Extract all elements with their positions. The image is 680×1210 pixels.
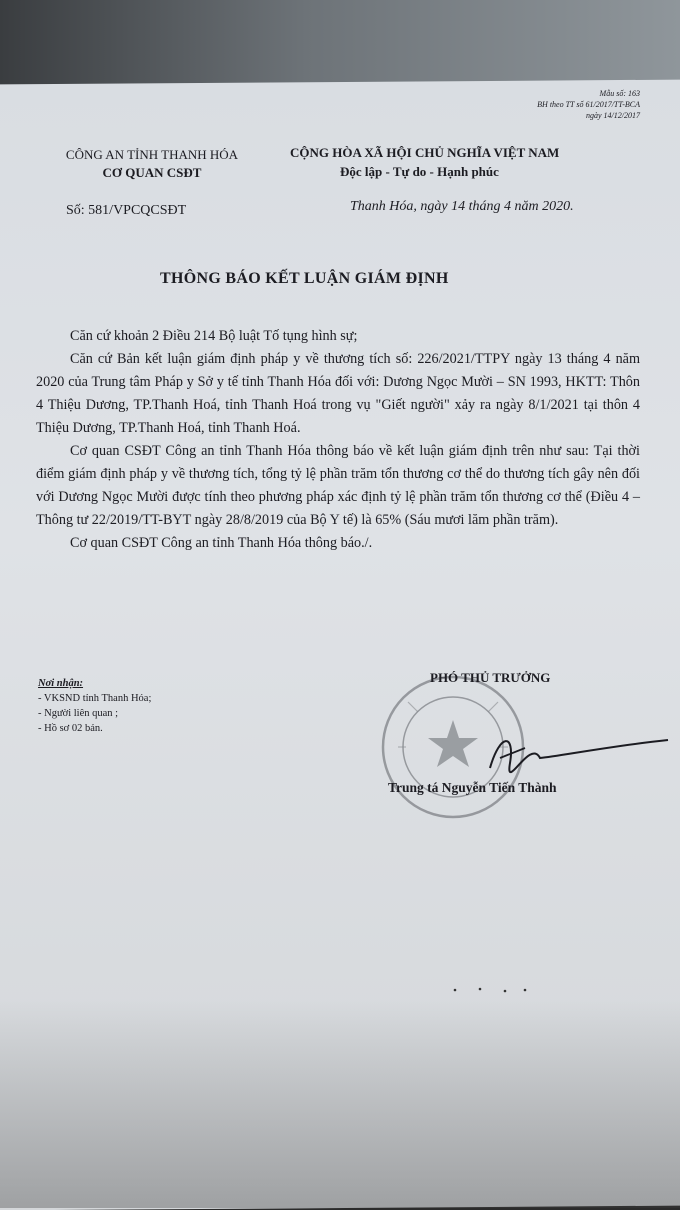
nation-line1: CỘNG HÒA XÃ HỘI CHỦ NGHĨA VIỆT NAM [290,145,560,160]
national-heading [290,143,559,181]
form-number-line2: BH theo TT số 61/2017/TT-BCA [537,100,640,109]
document-number: Số: 581/VPCQCSĐT [66,203,187,218]
paper-marks [450,985,530,995]
paragraph-3: Cơ quan CSĐT Công an tỉnh Thanh Hóa thông báo về kết luận giám định trên như sau: Tại thời điểm giám định pháp y về thương tích, tổng tỷ lệ phần trăm tổn thương cơ thể do thương tích gây nên đối với Dương Ngọc Mười được tính theo phương pháp xác định tỷ lệ phần trăm tổn thương cơ thể (Điều 4 – Thông tư 22/2019/TT-BYT ngày 28/8/2019 của Bộ Y tế) là 65% (Sáu mươi lăm phần trăm). [36,443,640,528]
paragraph-4: Cơ quan CSĐT Công an tỉnh Thanh Hóa thông báo./. [70,535,373,551]
paragraph-1: Căn cứ khoản 2 Điều 214 Bộ luật Tố tụng hình sự; [70,328,358,344]
page-shadow [0,1000,680,1208]
recipients-heading: Nơi nhận: [38,678,84,689]
recipient-item: - Hồ sơ 02 bản. [38,723,103,734]
issuing-agency [52,146,252,182]
recipients-block [38,676,151,736]
recipient-item: - VKSND tỉnh Thanh Hóa; [38,693,152,704]
handwritten-signature [470,728,670,778]
form-number [537,88,640,121]
form-number-line1: Mẫu số: 163 [599,89,640,98]
document-body [36,325,640,555]
background-top [0,0,680,90]
signatory-title: PHÓ THỦ TRƯỞNG [430,670,551,685]
document-title: THÔNG BÁO KẾT LUẬN GIÁM ĐỊNH [160,270,449,287]
agency-line1: CÔNG AN TỈNH THANH HÓA [65,147,239,162]
nation-motto: Độc lập - Tự do - Hạnh phúc [340,164,499,179]
recipient-item: - Người liên quan ; [38,708,119,719]
form-number-line3: ngày 14/12/2017 [586,111,640,120]
paragraph-2: Căn cứ Bản kết luận giám định pháp y về thương tích số: 226/2021/TTPY ngày 13 tháng 4 năm 2020 của Trung tâm Pháp y Sở y tế tỉnh Thanh Hóa đối với: Dương Ngọc Mười – SN 1993, HKTT: Thôn 4 Thiệu Dương, TP.Thanh Hoá, tỉnh Thanh Hoá trong vụ "Giết người" xảy ra ngày 8/1/2021 tại thôn 4 Thiệu Dương, TP.Thanh Hoá, tỉnh Thanh Hoá. [36,351,640,436]
agency-line2: CƠ QUAN CSĐT [102,165,202,180]
signatory-name: Trung tá Nguyễn Tiến Thành [388,780,557,795]
place-date: Thanh Hóa, ngày 14 tháng 4 năm 2020. [350,199,574,214]
